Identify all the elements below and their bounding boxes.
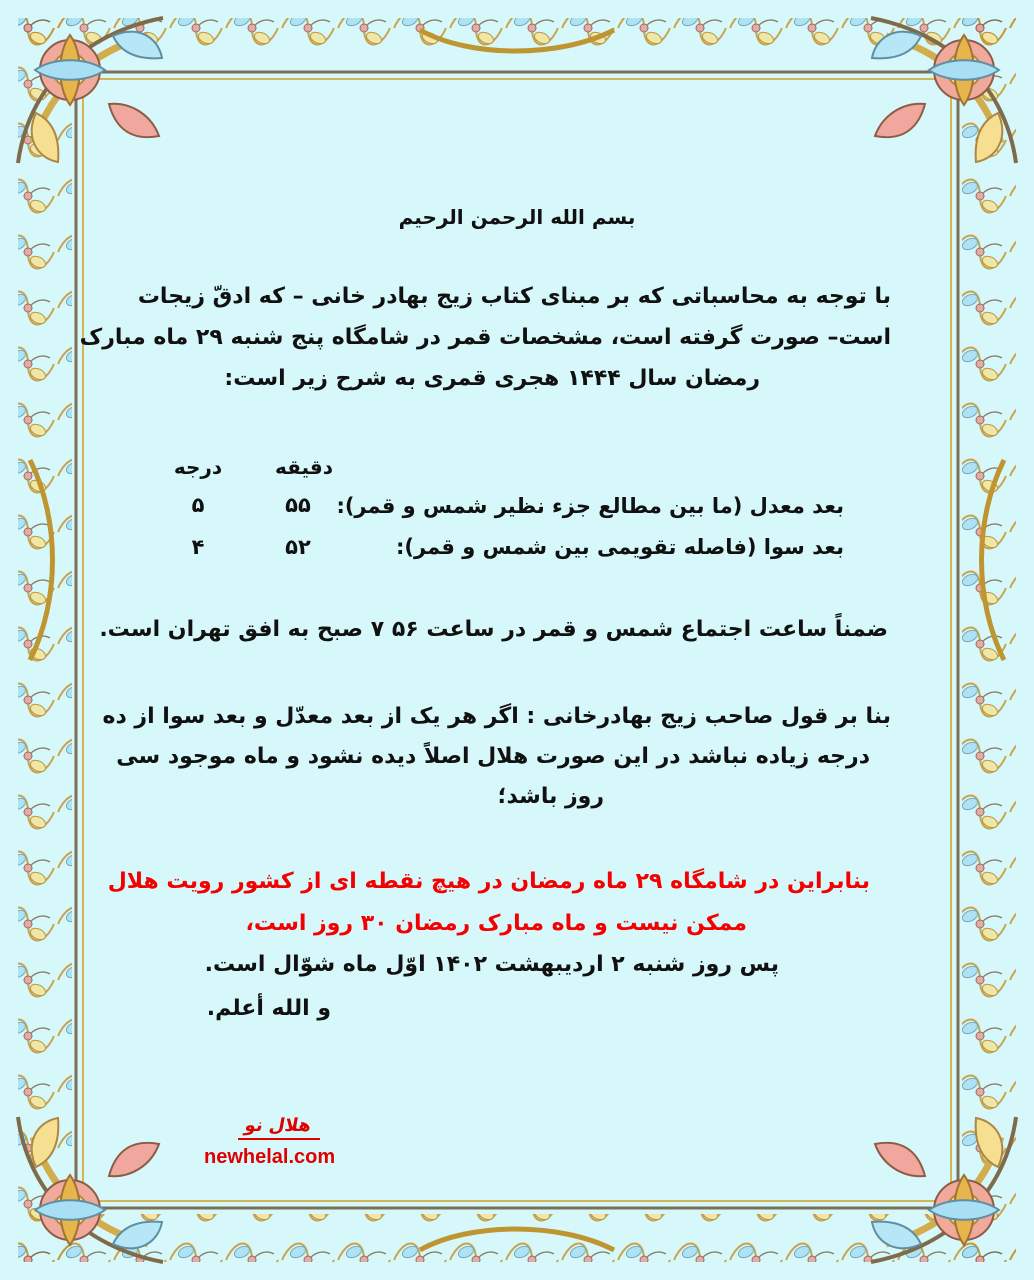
rule-line-2: درجه زیاده نباشد در این صورت هلال اصلاً دیده نشود و ماه موجود سی bbox=[116, 744, 870, 769]
intro-line-3: رمضان سال ۱۴۴۴ هجری قمری به شرح زیر است: bbox=[224, 366, 760, 391]
helal-no-logo: هلال نو bbox=[243, 1115, 313, 1136]
website-link[interactable]: newhelal.com bbox=[204, 1146, 336, 1168]
bismillah: بسم الله الرحمن الرحیم bbox=[398, 205, 636, 229]
table-row-label: بعد معدل (ما بین مطالع جزء نظیر شمس و قمر): bbox=[336, 494, 844, 518]
table-row-degree: ۵ bbox=[191, 493, 205, 517]
minute-header: دقیقه bbox=[274, 455, 334, 479]
logo-underline bbox=[238, 1138, 320, 1140]
table-row-degree: ۴ bbox=[191, 535, 205, 559]
eid-date: پس روز شنبه ۲ اردیبهشت ۱۴۰۲ اوّل ماه شوّال است. bbox=[204, 952, 779, 977]
rule-line-3: روز باشد؛ bbox=[497, 784, 604, 809]
table-row-minute: ۵۵ bbox=[285, 493, 311, 517]
rule-line-1: بنا بر قول صاحب زیج بهادرخانی : اگر هر یک از بعد معدّل و بعد سوا از ده bbox=[102, 704, 891, 729]
conclusion-line-2: ممکن نیست و ماه مبارک رمضان ۳۰ روز است، bbox=[245, 911, 747, 936]
closing-phrase: و الله أعلم. bbox=[206, 996, 331, 1021]
degree-header: درجه bbox=[173, 455, 223, 479]
conclusion-line-1: بنابراین در شامگاه ۲۹ ماه رمضان در هیچ نقطه ای از کشور رویت هلال bbox=[107, 869, 870, 894]
intro-line-1: با توجه به محاسباتی که بر مبنای کتاب زیج بهادر خانی – که ادقّ زیجات bbox=[137, 284, 891, 309]
table-row-label: بعد سوا (فاصله تقویمی بین شمس و قمر): bbox=[396, 535, 844, 559]
table-row-minute: ۵۲ bbox=[285, 535, 311, 559]
intro-line-2: است– صورت گرفته است، مشخصات قمر در شامگاه پنج شنبه ۲۹ ماه مبارک bbox=[79, 325, 891, 350]
conjunction-time: ضمناً ساعت اجتماع شمس و قمر در ساعت ۵۶ ۷ صبح به افق تهران است. bbox=[99, 617, 888, 642]
